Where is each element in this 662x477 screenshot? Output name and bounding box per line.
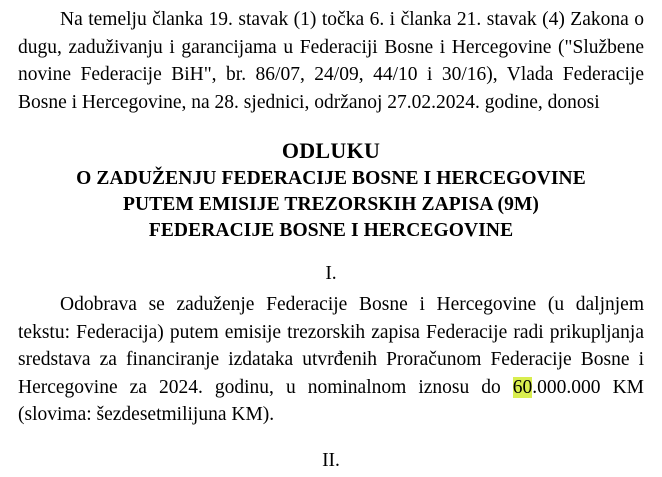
decision-title-block (18, 136, 644, 244)
section-label-two: II. (322, 449, 340, 471)
section-label-one: I. (325, 263, 337, 284)
decision-title-line-2: PUTEM EMISIJE TREZORSKIH ZAPISA (9M) (122, 194, 540, 215)
section-one-paragraph (18, 291, 644, 429)
section-one-text-before: Odobrava se zaduženje Federacije Bosne i Hercegovine (u daljnjem tekstu: Federacija) putem emisije trezorskih zapisa Federacije radi prikupljanja sredstava za financiranje izdataka utvrđenih Proračunom Federacije Bosne i Hercegovine za 2024. godinu, u nominalnom iznosu do (18, 294, 644, 398)
section-one-text-after: .000.000 KM (slovima: šezdesetmilijuna KM). (18, 376, 644, 425)
preamble-paragraph: Na temelju članka 19. stavak (1) točka 6. i članka 21. stavak (4) Zakona o dugu, zaduživanju i garancijama u Federaciji Bosne i Hercegovine ("Službene novine Federacije BiH", br. 86/07, 24/09, 44/10 i 30/16), Vlada Federacije Bosne i Hercegovine, na 28. sjednici, održanoj 27.02.2024. godine, donosi (18, 9, 644, 113)
highlighted-amount: 60 (512, 376, 533, 398)
decision-title-line-3: FEDERACIJE BOSNE I HERCEGOVINE (148, 220, 514, 241)
decision-title-line-1: O ZADUŽENJU FEDERACIJE BOSNE I HERCEGOVINE (76, 168, 586, 189)
decision-heading: ODLUKU (281, 138, 381, 163)
